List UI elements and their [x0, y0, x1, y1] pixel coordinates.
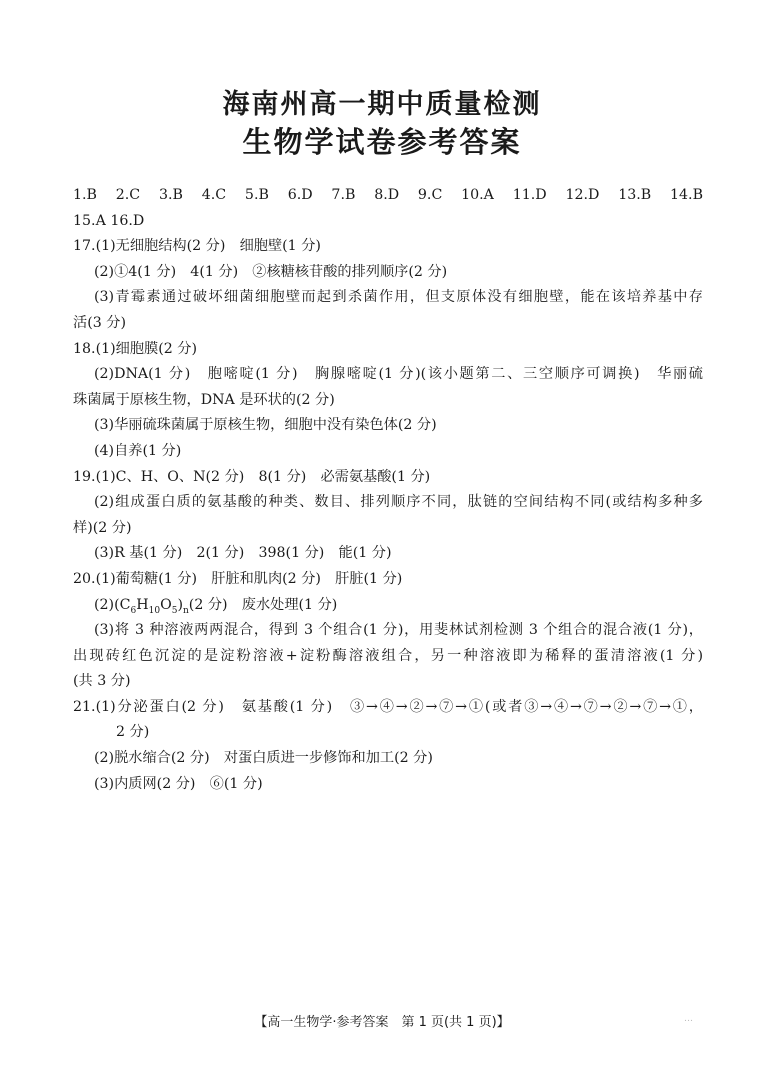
q21-part1-line2: 2 分) [116, 724, 150, 741]
q17-part3-line2: 活(3 分) [73, 314, 126, 331]
q20-part2: $(2)(C_6H_{10}O_5)_n(2$ 分) 废水处理(1 分) [94, 596, 338, 616]
q21-part1-line1: 21.(1)分泌蛋白(2 分) 氨基酸(1 分) ③→④→②→⑦→①(或者③→④→⑦→②→⑦→①， [73, 698, 703, 715]
page-footer: 【高一生物学·参考答案 第 1 页(共 1 页)】 [254, 1015, 510, 1030]
q21-part3: (3)内质网(2 分) ⑥(1 分) [94, 775, 263, 792]
q17-part2: (2)①4(1 分) 4(1 分) ②核糖核苷酸的排列顺序(2 分) [94, 263, 448, 280]
q18-part2-line2: 珠菌属于原核生物，DNA 是环状的(2 分) [73, 391, 335, 408]
q19-part2-line2: 样)(2 分) [73, 519, 132, 536]
q20-part1: 20.(1)葡萄糖(1 分) 肝脏和肌肉(2 分) 肝脏(1 分) [73, 570, 403, 587]
document-title: 生物学试卷参考答案 [242, 125, 522, 159]
q21-part2: (2)脱水缩合(2 分) 对蛋白质进一步修饰和加工(2 分) [94, 750, 433, 767]
q19-part3: (3)R 基(1 分) 2(1 分) 398(1 分) 能(1 分) [94, 545, 392, 562]
q20-part3-line3: (共 3 分) [73, 673, 131, 690]
mc-answers-line-2: 15.A 16.D [73, 212, 145, 229]
answer-content [73, 183, 703, 797]
q18-part1: 18.(1)细胞膜(2 分) [73, 340, 198, 357]
exam-title: 海南州高一期中质量检测 [222, 89, 542, 120]
q17-part3-line1: (3)青霉素通过破坏细菌细胞壁而起到杀菌作用，但支原体没有细胞壁，能在该培养基中存 [94, 289, 703, 306]
q20-part3-line1: (3)将 3 种溶液两两混合，得到 3 个组合(1 分)，用斐林试剂检测 3 个组合的混合液(1 分)， [94, 622, 703, 639]
q18-part3: (3)华丽硫珠菌属于原核生物，细胞中没有染色体(2 分) [94, 417, 437, 434]
q17-part1: 17.(1)无细胞结构(2 分) 细胞壁(1 分) [73, 238, 321, 255]
q19-part2-line1: (2)组成蛋白质的氨基酸的种类、数目、排列顺序不同，肽链的空间结构不同(或结构多种多 [94, 494, 703, 511]
q18-part4: (4)自养(1 分) [94, 442, 182, 459]
mc-answers-line-1: 1.B 2.C 3.B 4.C 5.B 6.D 7.B 8.D 9.C 10.A 11.D 12.D 13.B 14.B [73, 187, 703, 203]
corner-mark: … [684, 1014, 693, 1024]
q20-part3-line2: 出现砖红色沉淀的是淀粉溶液+淀粉酶溶液组合，另一种溶液即为稀释的蛋清溶液(1 分) [73, 647, 703, 664]
q19-part1: 19.(1)C、H、O、N(2 分) 8(1 分) 必需氨基酸(1 分) [73, 468, 431, 485]
q18-part2-line1: (2)DNA(1 分) 胞嘧啶(1 分) 胸腺嘧啶(1 分)(该小题第二、三空顺序可调换) 华丽硫 [94, 366, 703, 383]
